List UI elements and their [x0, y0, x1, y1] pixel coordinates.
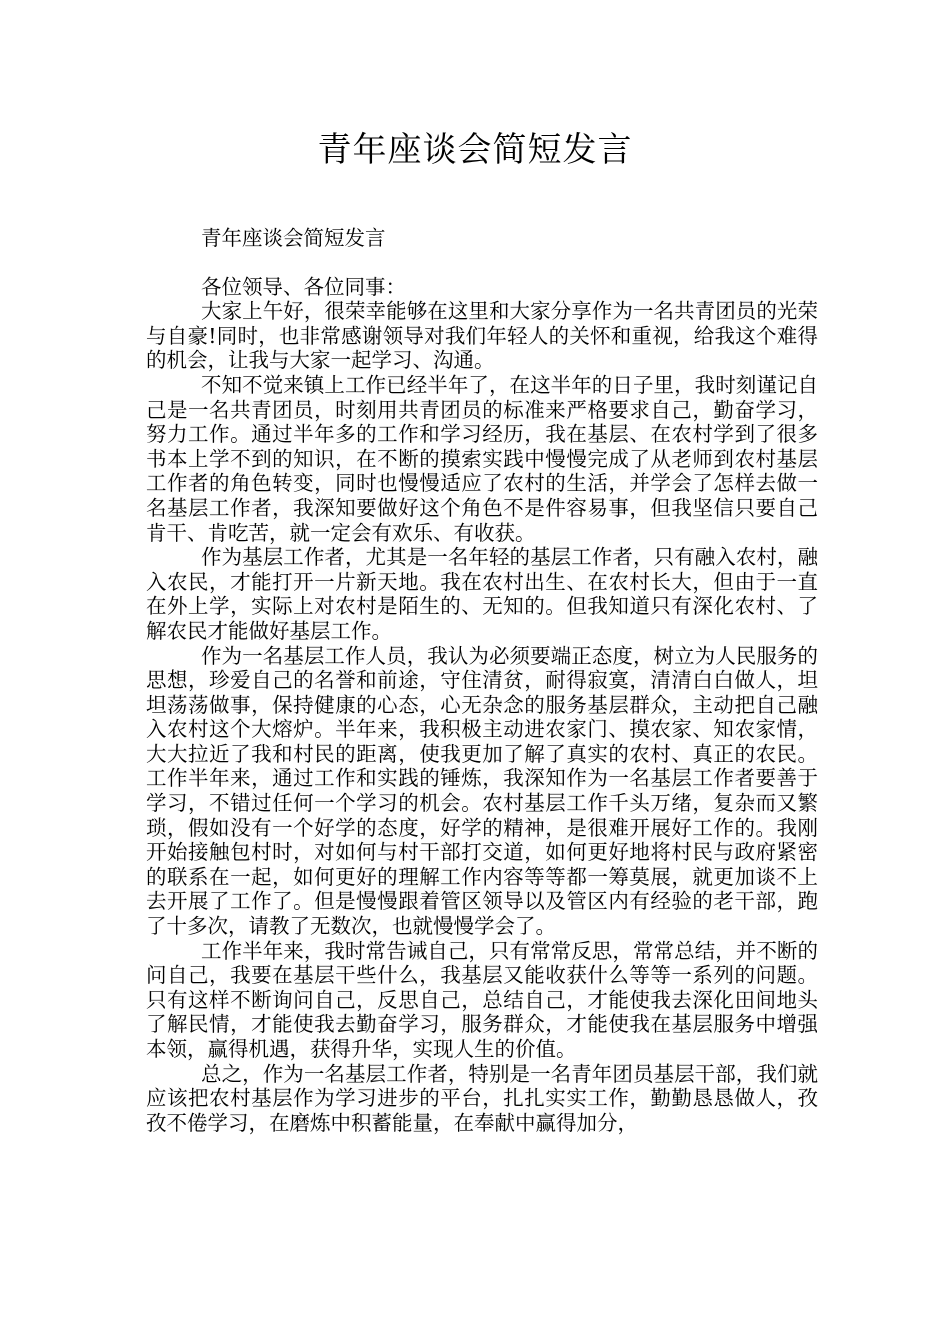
paragraph-5: 工作半年来，我时常告诫自己，只有常常反思，常常总结，并不断的问自己，我要在基层干些什么，我基层又能收获什么等等一系列的问题。只有这样不断询问自己，反思自己，总结自己，才能使我去深化田间地头了解民情，才能使我去勤奋学习，服务群众，才能使我在基层服务中增强本领，赢得机遇，获得升华，实现人生的价值。	[146, 938, 818, 1061]
paragraph-6: 总之，作为一名基层工作者，特别是一名青年团员基层干部，我们就应该把农村基层作为学习进步的平台，扎扎实实工作，勤勤恳恳做人，孜孜不倦学习，在磨炼中积蓄能量，在奉献中赢得加分，	[146, 1061, 818, 1135]
paragraph-2: 不知不觉来镇上工作已经半年了，在这半年的日子里，我时刻谨记自己是一名共青团员，时刻用共青团员的标准来严格要求自己，勤奋学习，努力工作。通过半年多的工作和学习经历，我在基层、在农村学到了很多书本上学不到的知识，在不断的摸索实践中慢慢完成了从老师到农村基层工作者的角色转变，同时也慢慢适应了农村的生活，并学会了怎样去做一名基层工作者，我深知要做好这个角色不是件容易事，但我坚信只要自己肯干、肯吃苦，就一定会有欢乐、有收获。	[146, 372, 818, 545]
paragraph-4: 作为一名基层工作人员，我认为必须要端正态度，树立为人民服务的思想，珍爱自己的名誉和前途，守住清贫，耐得寂寞，清清白白做人，坦坦荡荡做事，保持健康的心态，心无杂念的服务基层群众，主动把自己融入农村这个大熔炉。半年来，我积极主动进农家门、摸农家、知农家情，大大拉近了我和村民的距离，使我更加了解了真实的农村、真正的农民。工作半年来，通过工作和实践的锤炼，我深知作为一名基层工作者要善于学习，不错过任何一个学习的机会。农村基层工作千头万绪，复杂而又繁琐，假如没有一个好学的态度，好学的精神，是很难开展好工作的。我刚开始接触包村时，对如何与村干部打交道，如何更好地将村民与政府紧密的联系在一起，如何更好的理解工作内容等等都一筹莫展，就更加谈不上去开展了工作了。但是慢慢跟着管区领导以及管区内有经验的老干部，跑了十多次，请教了无数次，也就慢慢学会了。	[146, 643, 818, 939]
salutation: 各位领导、各位同事：	[201, 274, 406, 299]
document-body	[146, 226, 818, 1135]
paragraph-3: 作为基层工作者，尤其是一名年轻的基层工作者，只有融入农村，融入农民，才能打开一片新天地。我在农村出生、在农村长大，但由于一直在外上学，实际上对农村是陌生的、无知的。但我知道只有深化农村、了解农民才能做好基层工作。	[146, 545, 818, 643]
document-title: 青年座谈会简短发言	[317, 130, 633, 170]
paragraph-1: 大家上午好，很荣幸能够在这里和大家分享作为一名共青团员的光荣与自豪!同时，也非常感谢领导对我们年轻人的关怀和重视，给我这个难得的机会，让我与大家一起学习、沟通。	[146, 299, 818, 373]
document-subtitle: 青年座谈会简短发言	[201, 226, 386, 250]
